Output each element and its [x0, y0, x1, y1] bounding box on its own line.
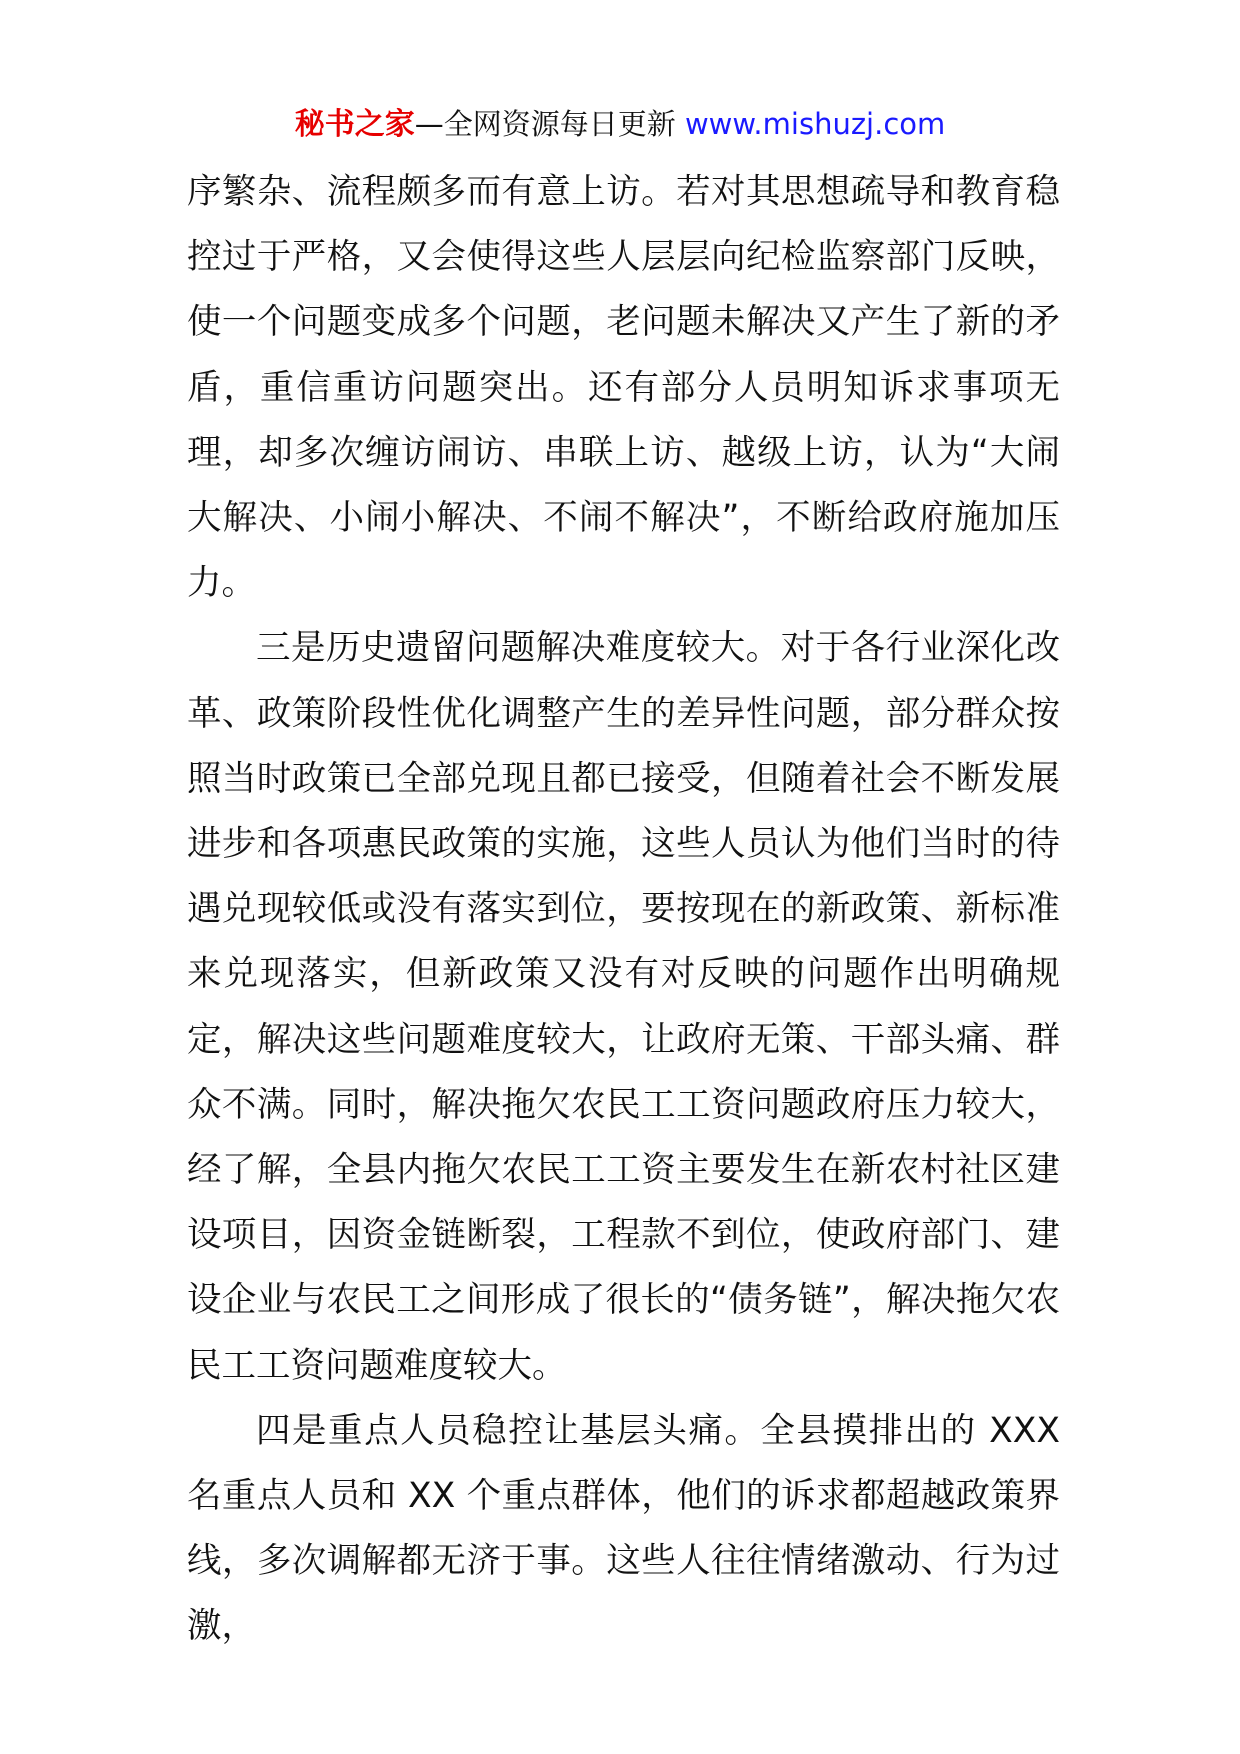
- brand-name: 秘书之家: [294, 107, 415, 142]
- paragraph-continuation: 序繁杂、流程颇多而有意上访。若对其思想疏导和教育稳控过于严格，又会使得这些人层层向纪检监察部门反映，使一个问题变成多个问题，老问题未解决又产生了新的矛盾，重信重访问题突出。还有部分人员明知诉求事项无理，却多次缠访闹访、串联上访、越级上访，认为“大闹大解决、小闹小解决、不闹不解决”，不断给政府施加压力。: [187, 172, 1060, 604]
- header-slogan: —全网资源每日更新: [414, 107, 685, 141]
- paragraph-historical-issues: 三是历史遗留问题解决难度较大。对于各行业深化改革、政策阶段性优化调整产生的差异性问题，部分群众按照当时政策已全部兑现且都已接受，但随着社会不断发展进步和各项惠民政策的实施，这些人员认为他们当时的待遇兑现较低或没有落实到位，要按现在的新政策、新标准来兑现落实，但新政策又没有对反映的问题作出明确规定，解决这些问题难度较大，让政府无策、干部头痛、群众不满。同时，解决拖欠农民工工资问题政府压力较大，经了解，全县内拖欠农民工工资主要发生在新农村社区建设项目，因资金链断裂，工程款不到位，使政府部门、建设企业与农民工之间形成了很长的“债务链”，解决拖欠农民工工资问题难度较大。: [187, 628, 1060, 1386]
- site-url-link[interactable]: www.mishuzj.com: [684, 107, 946, 141]
- paragraph-key-personnel: 四是重点人员稳控让基层头痛。全县摸排出的 XXX 名重点人员和 XX 个重点群体，他们的诉求都超越政策界线，多次调解都无济于事。这些人往往情绪激动、行为过激，: [187, 1410, 1060, 1647]
- document-body: [187, 160, 1060, 1660]
- page-header: [0, 104, 1240, 145]
